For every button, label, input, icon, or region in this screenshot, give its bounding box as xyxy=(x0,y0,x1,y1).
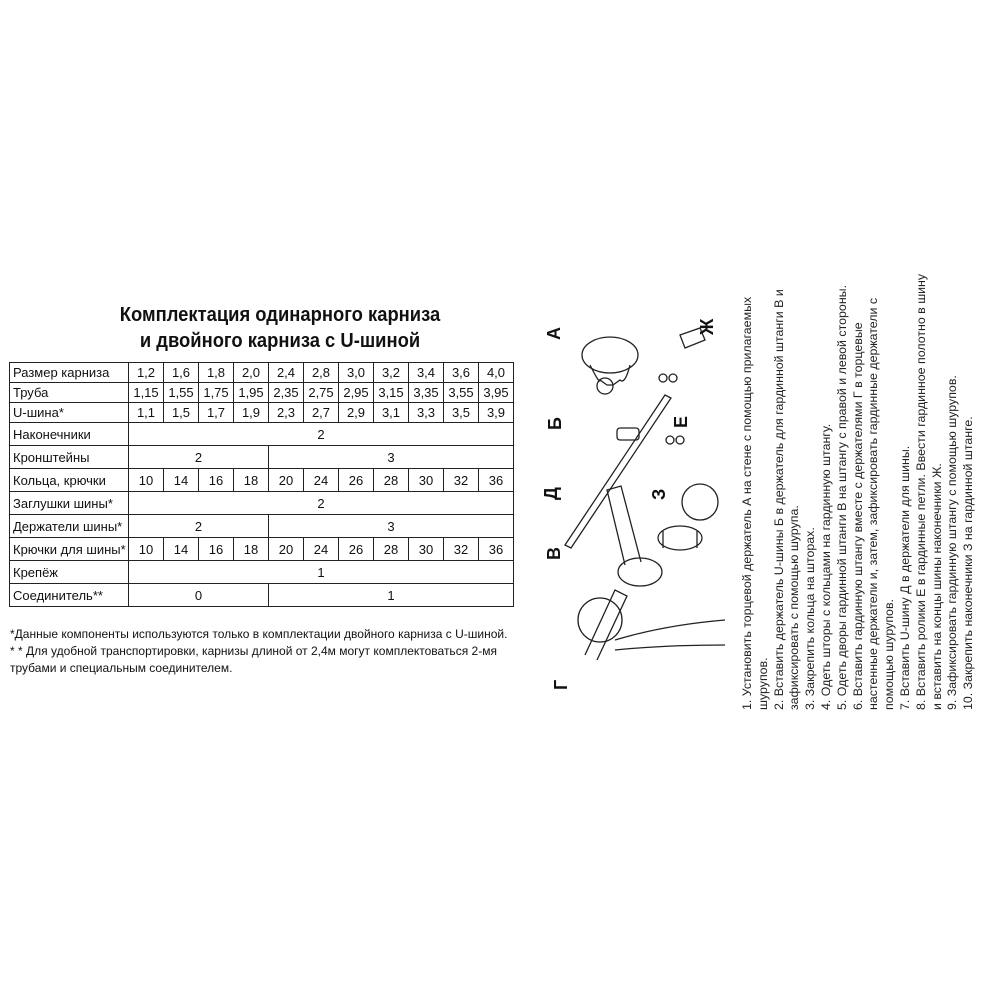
size-cell: 2,8 xyxy=(304,363,339,383)
value-cell: 2,75 xyxy=(304,383,339,403)
size-cell: 3,6 xyxy=(444,363,479,383)
table-row xyxy=(10,423,514,446)
instruction-step: 4. Одеть шторы с кольцами на гардинную штангу. xyxy=(818,423,833,710)
value-cell: 30 xyxy=(409,469,444,492)
label-v: В xyxy=(544,547,564,560)
row-label: Наконечники xyxy=(10,423,129,446)
value-cell-long: 3 xyxy=(269,446,514,469)
table-row xyxy=(10,584,514,607)
assembly-instructions xyxy=(740,270,1000,710)
value-cell: 2 xyxy=(129,423,514,446)
instruction-step: 6. Вставить гардинную штангу вместе с держателями Г в торцевые настенные держатели и, затем, зафиксировать гардинные держатели с помощью шурупов. xyxy=(850,297,897,710)
value-cell: 3,9 xyxy=(479,403,514,423)
label-d: Д xyxy=(541,487,561,500)
instruction-step: 10. Закрепить наконечники З на гардинной штанге. xyxy=(961,416,976,710)
value-cell: 3,15 xyxy=(374,383,409,403)
row-label: Крепёж xyxy=(10,561,129,584)
value-cell-long: 3 xyxy=(269,515,514,538)
value-cell: 1,75 xyxy=(199,383,234,403)
value-cell-short: 2 xyxy=(129,446,269,469)
value-cell: 1,55 xyxy=(164,383,199,403)
value-cell: 28 xyxy=(374,538,409,561)
value-cell: 2 xyxy=(129,492,514,515)
value-cell: 26 xyxy=(339,538,374,561)
table-row xyxy=(10,538,514,561)
table-row xyxy=(10,403,514,423)
instruction-step: 2. Вставить держатель U-шины Б в держатель для гардинной штанги В и зафиксировать с помощью шурупа. xyxy=(771,289,802,710)
value-cell: 1,15 xyxy=(129,383,164,403)
size-cell: 2,4 xyxy=(269,363,304,383)
components-table xyxy=(9,362,514,607)
footnote-2: * * Для удобной транспортировки, карнизы длиной от 2,4м могут комплектоваться 2-мя трубами и специальным соединителем. xyxy=(10,644,497,675)
instruction-step: 7. Вставить U-шину Д в держатели для шины. xyxy=(897,445,912,710)
label-g: Г xyxy=(551,679,571,690)
value-cell: 36 xyxy=(479,538,514,561)
value-cell: 24 xyxy=(304,538,339,561)
row-label: Заглушки шины* xyxy=(10,492,129,515)
value-cell-short: 2 xyxy=(129,515,269,538)
value-cell: 2,35 xyxy=(269,383,304,403)
table-row xyxy=(10,363,514,383)
instruction-step: 3. Закрепить кольца на шторах. xyxy=(803,527,818,710)
footnotes xyxy=(10,626,530,677)
value-cell: 2,7 xyxy=(304,403,339,423)
value-cell: 3,35 xyxy=(409,383,444,403)
value-cell: 1 xyxy=(129,561,514,584)
size-cell: 1,2 xyxy=(129,363,164,383)
value-cell-long: 1 xyxy=(269,584,514,607)
size-cell: 3,2 xyxy=(374,363,409,383)
value-cell: 3,5 xyxy=(444,403,479,423)
value-cell: 18 xyxy=(234,538,269,561)
table-row xyxy=(10,561,514,584)
row-label: Труба xyxy=(10,383,129,403)
value-cell: 20 xyxy=(269,469,304,492)
value-cell: 30 xyxy=(409,538,444,561)
table-row xyxy=(10,515,514,538)
label-a: А xyxy=(544,327,564,340)
value-cell: 1,7 xyxy=(199,403,234,423)
value-cell: 32 xyxy=(444,469,479,492)
row-label: Размер карниза xyxy=(10,363,129,383)
value-cell: 3,3 xyxy=(409,403,444,423)
value-cell: 3,95 xyxy=(479,383,514,403)
value-cell: 14 xyxy=(164,469,199,492)
size-cell: 1,8 xyxy=(199,363,234,383)
value-cell: 2,95 xyxy=(339,383,374,403)
size-cell: 4,0 xyxy=(479,363,514,383)
page-title xyxy=(78,302,483,354)
value-cell: 10 xyxy=(129,538,164,561)
value-cell: 20 xyxy=(269,538,304,561)
value-cell: 28 xyxy=(374,469,409,492)
size-cell: 2,0 xyxy=(234,363,269,383)
value-cell: 2,3 xyxy=(269,403,304,423)
value-cell: 18 xyxy=(234,469,269,492)
value-cell: 1,5 xyxy=(164,403,199,423)
footnote-1: *Данные компоненты используются только в комплектации двойного карниза с U-шиной. xyxy=(10,627,508,641)
value-cell: 3,1 xyxy=(374,403,409,423)
row-label: Кольца, крючки xyxy=(10,469,129,492)
u-rail-d-icon xyxy=(565,395,671,548)
row-label: Держатели шины* xyxy=(10,515,129,538)
value-cell: 32 xyxy=(444,538,479,561)
assembly-diagram xyxy=(541,300,730,690)
value-cell: 16 xyxy=(199,538,234,561)
table-row xyxy=(10,492,514,515)
value-cell: 1,1 xyxy=(129,403,164,423)
row-label: Соединитель** xyxy=(10,584,129,607)
value-cell: 24 xyxy=(304,469,339,492)
value-cell: 1,95 xyxy=(234,383,269,403)
value-cell: 1,9 xyxy=(234,403,269,423)
value-cell: 16 xyxy=(199,469,234,492)
value-cell: 14 xyxy=(164,538,199,561)
instruction-step: 9. Зафиксировать гардинную штангу с помощью шурупов. xyxy=(945,375,960,710)
instruction-step: 8. Вставить ролики Е в гардинные петли. Ввести гардинное полотно в шину и вставить на концы шины наконечники Ж. xyxy=(913,273,944,710)
instruction-step: 5. Одеть дворы гардинной штанги В на штангу с правой и левой стороны. xyxy=(834,284,849,710)
value-cell: 3,55 xyxy=(444,383,479,403)
value-cell: 36 xyxy=(479,469,514,492)
label-zh: Ж xyxy=(697,318,717,335)
label-z: З xyxy=(649,488,669,500)
value-cell-short: 0 xyxy=(129,584,269,607)
table-row xyxy=(10,469,514,492)
size-cell: 3,0 xyxy=(339,363,374,383)
title-line-2: и двойного карниза с U-шиной xyxy=(139,330,421,352)
row-label: Кронштейны xyxy=(10,446,129,469)
title-line-1: Комплектация одинарного карниза xyxy=(119,304,441,326)
label-b: Б xyxy=(545,417,565,430)
label-e: Е xyxy=(671,415,691,428)
instruction-step: 1. Установить торцевой держатель А на стене с помощью прилагаемых шурупов. xyxy=(740,296,770,710)
value-cell: 2,9 xyxy=(339,403,374,423)
row-label: U-шина* xyxy=(10,403,129,423)
value-cell: 10 xyxy=(129,469,164,492)
finial-z-icon xyxy=(682,484,718,520)
table-row xyxy=(10,383,514,403)
size-cell: 1,6 xyxy=(164,363,199,383)
size-cell: 3,4 xyxy=(409,363,444,383)
row-label: Крючки для шины* xyxy=(10,538,129,561)
table-row xyxy=(10,446,514,469)
value-cell: 26 xyxy=(339,469,374,492)
